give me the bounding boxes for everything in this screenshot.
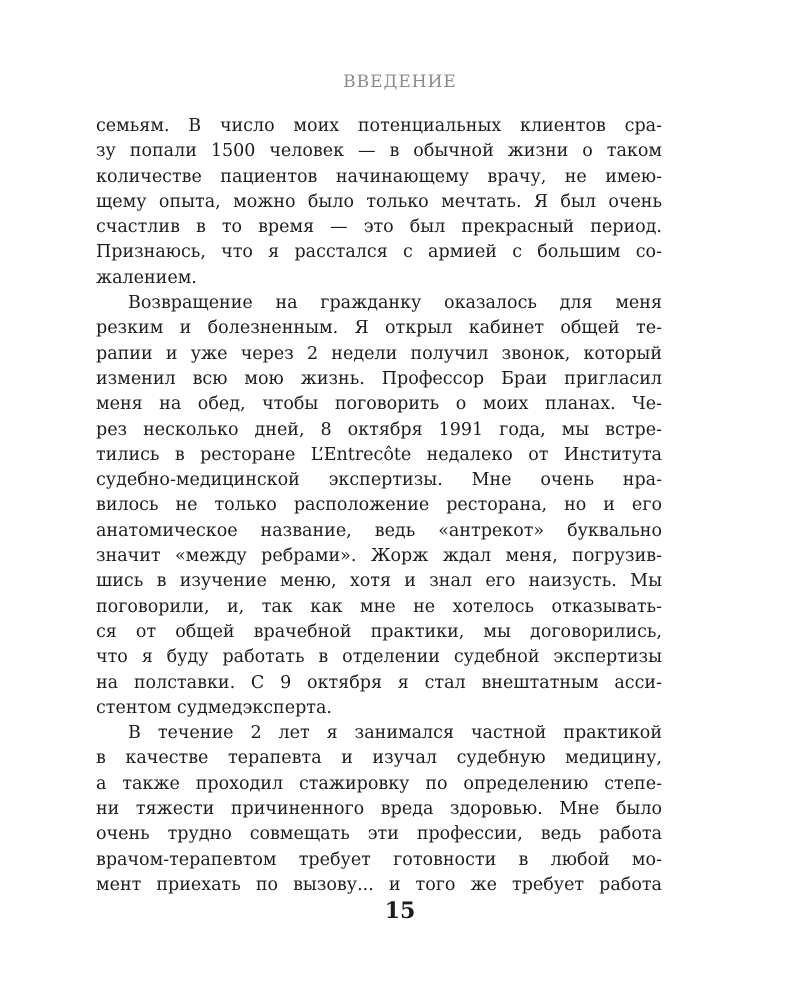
text-line: ни тяжести причиненного вреда здоровью. Мне было: [96, 799, 662, 820]
text-line: жалением.: [96, 267, 197, 288]
text-line: ся от общей врачебной практики, мы договорились,: [96, 621, 662, 642]
page-number: 15: [384, 898, 416, 924]
text-line: зу попали 1500 человек — в обычной жизни о таком: [96, 141, 662, 162]
text-line: анатомическое название, ведь «антрекот» буквально: [96, 520, 662, 541]
text-line: семьям. В число моих потенциальных клиентов сра-: [96, 116, 662, 136]
text-line: рез несколько дней, 8 октября 1991 года, мы встре-: [96, 419, 662, 440]
body-text: [96, 114, 662, 898]
text-line: в качестве терапевта и изучал судебную медицину,: [96, 748, 662, 769]
text-line: счастлив в то время — это был прекрасный период.: [96, 217, 662, 238]
text-line: на полставки. С 9 октября я стал внештатным асси-: [96, 672, 662, 693]
text-line: меня на обед, чтобы поговорить о моих планах. Че-: [96, 394, 662, 415]
text-line: Возвращение на гражданку оказалось для меня: [128, 293, 662, 314]
running-head: ВВЕДЕНИЕ: [343, 72, 457, 92]
text-line: что я буду работать в отделении судебной экспертизы: [96, 647, 662, 668]
paragraph: [96, 114, 662, 291]
text-line: В течение 2 лет я занимался частной практикой: [128, 723, 662, 744]
text-line: судебно-медицинской экспертизы. Мне очень нра-: [96, 470, 662, 491]
text-line: изменил всю мою жизнь. Профессор Браи пригласил: [96, 368, 662, 389]
text-line: количестве пациентов начинающему врачу, не имею-: [96, 166, 662, 187]
paragraph: [96, 721, 662, 898]
text-line: стентом судмедэксперта.: [96, 697, 332, 718]
text-line: очень трудно совмещать эти профессии, ведь работа: [96, 824, 662, 845]
text-line: щему опыта, можно было только мечтать. Я был очень: [96, 191, 662, 212]
text-line: рапии и уже через 2 недели получил звонок, который: [96, 343, 662, 364]
text-line: тились в ресторане L’Entrecôte недалеко от Института: [96, 444, 662, 465]
text-line: значит «между ребрами». Жорж ждал меня, погрузив-: [96, 546, 662, 567]
text-line: Признаюсь, что я расстался с армией с большим со-: [96, 242, 662, 263]
text-line: мент приехать по вызову... и того же требует работа: [96, 874, 662, 895]
text-line: вилось не только расположение ресторана, но и его: [96, 495, 662, 516]
text-line: резким и болезненным. Я открыл кабинет общей те-: [96, 318, 662, 339]
paragraph: [96, 291, 662, 721]
text-line: врачом-терапевтом требует готовности в любой мо-: [96, 849, 662, 870]
text-line: а также проходил стажировку по определению степе-: [96, 773, 662, 794]
text-line: поговорили, и, так как мне не хотелось отказывать-: [96, 596, 662, 617]
text-line: шись в изучение меню, хотя и знал его наизусть. Мы: [96, 571, 662, 592]
